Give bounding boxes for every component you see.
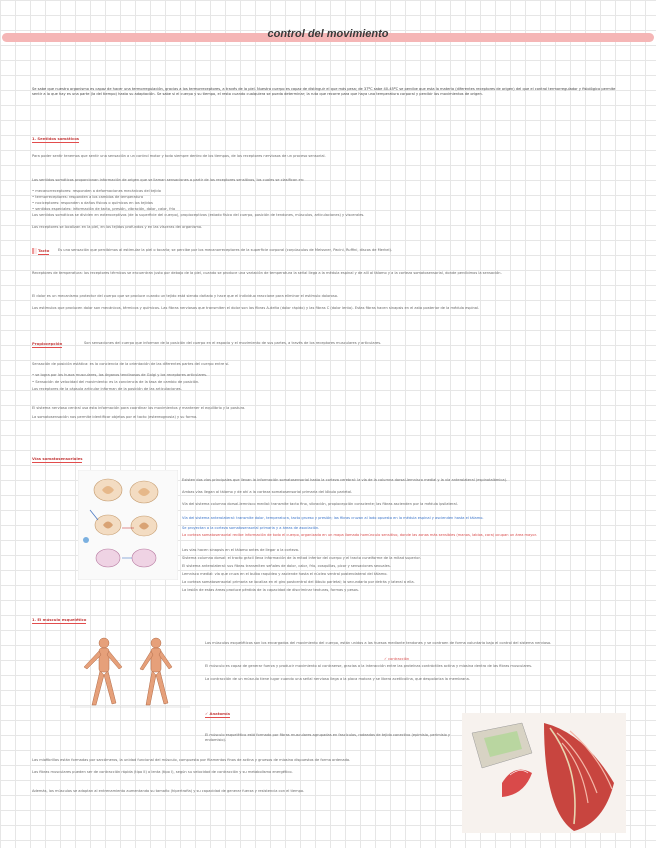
musculo-paragraph-1: Los músculos esqueléticos son los encargados del movimiento del cuerpo, están unidos a los huesos mediante tendones y se contraen de forma voluntaria bajo el control del sistema nervioso. — [205, 641, 552, 645]
spinal-cord-diagram — [78, 470, 178, 580]
list-item: Sensación de posición estática: es la conciencia de la orientación de las diferentes partes del cuerpo entre sí. — [32, 362, 230, 366]
list-item: Existen dos vías principales que llevan la información somatosensorial hasta la corteza cerebral: la vía de la columna dorsal-lemnisco medial y la vía anterolateral (espinotalámica). — [182, 478, 508, 482]
list-item: • se logra por los husos musculares, los órganos tendinosos de Golgi y los receptores articulares. — [32, 373, 208, 377]
list-item: La corteza somatosensorial primaria se localiza en el giro postcentral del lóbulo parietal; la secundaria por detrás y lateral a ella. — [182, 580, 415, 584]
anatomia-paragraph: El músculo esquelético está formado por fibras musculares agrupadas en fascículos, rodeadas de tejido conectivo (epimisio, perimisio y endomisio). — [205, 733, 451, 743]
intro-paragraph: Se sabe que nuestro organismo es capaz de hacer una termorregulación, gracias a los termorreceptores, a través de la piel. Nuestro cuerpo es capaz de distinguir el que más pesa; de 37ºC sabe 40-45ºC se percibe que esta la materia (diferentes receptores de origen) del que el control termorregulador y fisiológico permite sentir a lo que hay es una parte (la del tiempo) hasta su adaptación. Se sabe si el cuerpo y su tiempo, el resto cuando cualquiera se pueda determinar; la ruta que recorre para que haya una temperatura corporal y percibir los movimientos de origen. — [32, 87, 616, 97]
section-heading-somatic: 1. Sentidos somáticos — [32, 136, 80, 141]
dolor-paragraph-1: El dolor es un mecanismo protector del cuerpo que se produce cuando un tejido está siendo dañado y hace que el individuo reaccione para eliminar el estímulo doloroso. — [32, 294, 339, 298]
list-item: • Sensación de velocidad del movimiento: es la conciencia de la tasa de cambio de posición. — [32, 380, 200, 384]
bottom-paragraph-1: Las miofibrillas están formadas por sarcómeros, la unidad funcional del músculo, compuesta por filamentos finos de actina y gruesos de miosina dispuestos de forma ordenada. — [32, 758, 351, 762]
list-item: Ambas vías llegan al tálamo y de ahí a la corteza somatosensorial primaria del lóbulo parietal. — [182, 490, 353, 494]
list-item: Las vías hacen sinapsis en el tálamo antes de llegar a la corteza. — [182, 548, 300, 552]
list-item: • mecanorreceptores: responden a deformaciones mecánicas del tejido — [32, 189, 161, 193]
bottom-paragraph-2: Las fibras musculares pueden ser de contracción rápida (tipo II) o lenta (tipo I), según su velocidad de contracción y su metabolismo energético. — [32, 770, 293, 774]
list-item: Los receptores de la cápsula articular informan de la posición de las articulaciones. — [32, 387, 182, 391]
list-item: La lesión de estas áreas produce pérdida de la capacidad de discriminar texturas, formas y pesos. — [182, 588, 360, 592]
musculo-paragraph-2: El músculo es capaz de generar fuerza y producir movimiento al contraerse, gracias a la interacción entre las proteínas contráctiles actina y miosina dentro de las fibras musculares. — [205, 664, 533, 668]
receptores-paragraph: Receptores de temperatura: los receptores térmicos se encuentran justo por debajo de la piel, cuando se produce una variación de temperatura la señal llega a la médula espinal y de allí al tálamo y a la corteza somatosensorial, donde percibimos la sensación. — [32, 271, 502, 275]
section-heading-anatomia: ✓ Anatomía — [205, 711, 230, 716]
list-item: • nociceptores: responden a daños físicos o químicos en los tejidos — [32, 201, 153, 205]
vias-blue-note-2: Se proyectan a la corteza somatosensorial primaria y a áreas de asociación. — [182, 526, 320, 530]
propiocepcion-paragraph: Son sensaciones del cuerpo que informan de la posición del cuerpo en el espacio y el movimiento de sus partes, a través de los receptores musculares y articulares. — [84, 341, 382, 345]
section-heading-tacto: Tacto — [38, 248, 50, 253]
list-item: Los sentidos somáticos se dividen en exteroceptivos (de la superficie del cuerpo), propioceptivos (estado físico del cuerpo, posición de tendones, músculos, articulaciones) y viscerales. — [32, 213, 365, 217]
list-item: Los receptores se localizan en la piel, en los tejidos profundos y en las vísceras del organismo. — [32, 225, 203, 229]
section-heading-vias: Vías somatosensoriales — [32, 456, 83, 461]
list-item: Sistema columna dorsal: el tracto grácil lleva información de la mitad inferior del cuerpo y el tracto cuneiforme de la mitad superior. — [182, 556, 421, 560]
section-heading-musculo: 1. El músculo esquelético — [32, 617, 87, 622]
propiocepcion-extra-1: El sistema nervioso central usa esta información para coordinar los movimientos y mantener el equilibrio y la postura. — [32, 406, 246, 410]
tacto-marker — [32, 248, 37, 254]
list-item: • termorreceptores: responden a los cambios de temperatura — [32, 195, 144, 199]
tacto-paragraph: Es una sensación que percibimos al estimular la piel o tocarla; se percibe por los mecanorreceptores de la superficie corporal (corpúsculos de Meissner, Pacini, Ruffini, discos de Merkel). — [58, 248, 393, 252]
muscle-anatomy-illustration — [462, 713, 626, 833]
section1-intro: Para poder sentir tenemos que sentir una sensación a un control motor y todo siempre dentro de los tiempos, de los receptores nerviosos de un proceso sensorial. — [32, 154, 326, 158]
contraccion-label: ✓ contracción — [384, 657, 410, 661]
contraccion-paragraph: La contracción de un músculo tiene lugar cuando una señal nerviosa llega a la placa motora y se libera acetilcolina, que despolariza la membrana. — [205, 677, 470, 681]
list-item: Vía del sistema columna dorsal-lemnisco medial: transmite tacto fino, vibración, propiocepción consciente; las fibras ascienden por la médula ipsilateral. — [182, 502, 458, 506]
vias-blue-note-1: Vía del sistema anterolateral: transmite dolor, temperatura, tacto grueso y presión; las fibras cruzan al lado opuesto en la médula espinal y ascienden hasta el tálamo. — [182, 516, 484, 520]
vias-red-note: La corteza somatosensorial recibe información de todo el cuerpo, organizada en un mapa llamado homúnculo sensitivo, donde las zonas más sensibles (manos, labios, cara) ocupan un área mayor. — [182, 533, 537, 537]
dolor-paragraph-2: Los estímulos que producen dolor son mecánicos, térmicos y químicos. Las fibras nerviosas que transmiten el dolor son las fibras A-delta (dolor rápido) y las fibras C (dolor lento). Estas fibras hacen sinapsis en el asta posterior de la médula espinal. — [32, 306, 480, 310]
list-item: Lemnisco medial: vía que cruza en el bulbo raquídeo y asciende hasta el núcleo ventral posterolateral del tálamo. — [182, 572, 388, 576]
walking-figure-illustration — [70, 633, 190, 723]
propiocepcion-extra-2: La somatosensación nos permite identificar objetos por el tacto (estereognosia) y su forma. — [32, 415, 198, 419]
list-item: Los sentidos somáticos proporcionan información de origen que se llaman sensaciones a partir de los receptores sensitivos, los cuales se clasifican en: — [32, 178, 305, 182]
list-item: El sistema anterolateral: sus fibras transmiten señales de dolor, calor, frío, cosquillas, picor y sensaciones sexuales. — [182, 564, 391, 568]
list-item: • sentidos especiales: información de tacto, presión, vibración, dolor, calor, frío — [32, 207, 176, 211]
bottom-paragraph-3: Además, los músculos se adaptan al entrenamiento aumentando su tamaño (hipertrofia) y su capacidad de generar fuerza y resistencia con el tiempo. — [32, 789, 305, 793]
page-title: control del movimiento — [267, 28, 389, 40]
section-heading-propiocepcion: Propiocepción — [32, 341, 63, 346]
